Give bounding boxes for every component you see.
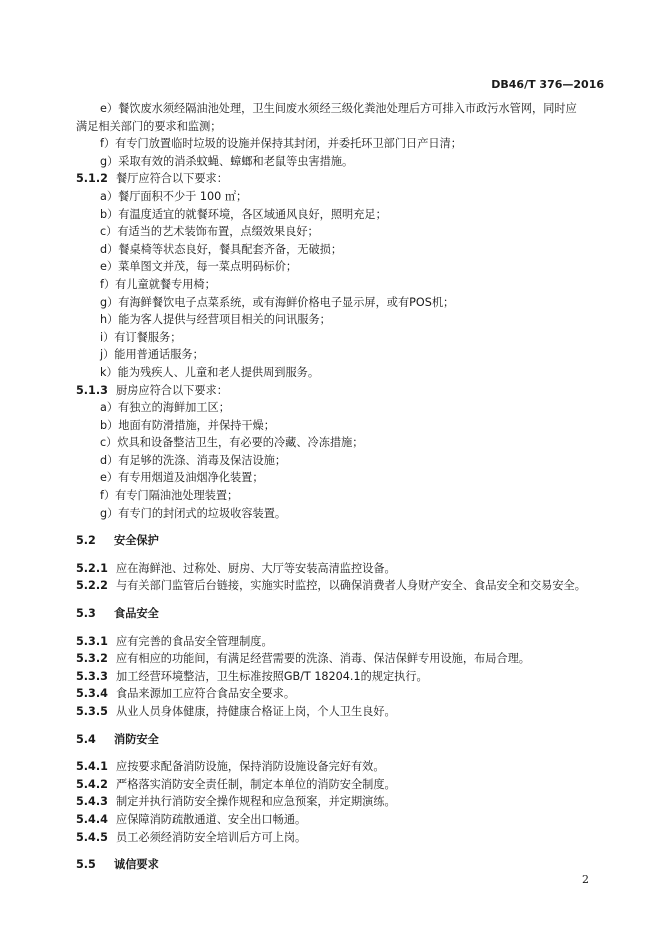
clause-line (76, 577, 596, 595)
list-item: d）有足够的洗涤、消毒及保洁设施； (100, 453, 287, 467)
clause-line (76, 650, 596, 668)
clause-line (76, 685, 596, 703)
list-item: b）地面有防滑措施，并保持干燥； (100, 418, 275, 432)
spacer (76, 522, 596, 532)
clause-text: 餐厅应符合以下要求： (116, 172, 228, 186)
section-heading (76, 731, 596, 749)
spacer (76, 550, 596, 560)
clause-number: 5.2.1 (76, 561, 108, 575)
list-item: c）炊具和设备整洁卫生，有必要的冷藏、冷冻措施； (100, 436, 364, 450)
list-item: a）有独立的海鲜加工区； (100, 401, 230, 415)
clause-text: 应按要求配备消防设施，保持消防设施设备完好有效。 (116, 760, 385, 774)
clause-number: 5.4.4 (76, 812, 108, 826)
spacer (76, 748, 596, 758)
spacer (76, 595, 596, 605)
list-item: e）餐饮废水须经隔油池处理，卫生间废水须经三级化粪池处理后方可排入市政污水管网，同时应 (100, 102, 577, 115)
clause-line (76, 170, 596, 188)
clause-number: 5.3.3 (76, 669, 108, 683)
section-heading (76, 856, 596, 874)
clause-number: 5.4.1 (76, 760, 108, 774)
list-item: e）有专用烟道及油烟净化装置； (100, 471, 264, 485)
clause-line (76, 829, 596, 847)
section-number: 5.3 (76, 607, 96, 621)
clause-text: 员工必须经消防安全培训后方可上岗。 (116, 830, 307, 844)
section-heading (76, 532, 596, 550)
clause-line (76, 703, 596, 721)
clause-text: 厨房应符合以下要求： (116, 383, 228, 397)
spacer (76, 623, 596, 633)
clause-text: 严格落实消防安全责任制，制定本单位的消防安全制度。 (116, 777, 396, 791)
clause-number: 5.3.4 (76, 687, 108, 701)
list-item: b）有温度适宜的就餐环境，各区域通风良好，照明充足； (100, 207, 387, 221)
list-item: g）有专门的封闭式的垃圾收容装置。 (100, 506, 287, 520)
spacer (76, 846, 596, 856)
clause-number: 5.3.2 (76, 652, 108, 666)
section-title: 安全保护 (114, 534, 159, 548)
clause-text: 从业人员身体健康，持健康合格证上岗，个人卫生良好。 (116, 705, 396, 718)
section-number: 5.4 (76, 732, 96, 746)
list-item: j）能用普通话服务； (100, 348, 204, 362)
list-item: k）能为残疾人、儿童和老人提供周到服务。 (100, 365, 320, 379)
document-body (76, 100, 596, 874)
list-item: f）有儿童就餐专用椅； (100, 277, 216, 291)
clause-text: 应有相应的功能间，有满足经营需要的洗涤、消毒、保洁保鲜专用设施，布局合理。 (116, 652, 530, 666)
clause-text: 制定并执行消防安全操作规程和应急预案，并定期演练。 (116, 795, 396, 809)
clause-number: 5.4.2 (76, 777, 108, 791)
continuation-line: 满足相关部门的要求和监测； (76, 119, 222, 133)
clause-number: 5.2.2 (76, 579, 108, 593)
spacer (76, 721, 596, 731)
list-item: f）有专门放置临时垃圾的设施并保持其封闭，并委托环卫部门日产日清； (100, 137, 462, 151)
clause-line (76, 560, 596, 578)
section-title: 诚信要求 (114, 858, 159, 872)
clause-text: 应保障消防疏散通道、安全出口畅通。 (116, 812, 307, 826)
clause-number: 5.1.2 (76, 172, 108, 186)
clause-number: 5.4.5 (76, 830, 108, 844)
list-item: e）菜单图文并茂，每一菜点明码标价； (100, 260, 298, 274)
clause-line (76, 668, 596, 686)
clause-number: 5.3.1 (76, 634, 108, 648)
clause-line (76, 382, 596, 400)
list-item: g）采取有效的消杀蚊蝇、蟑螂和老鼠等虫害措施。 (100, 154, 354, 168)
clause-text: 与有关部门监管后台链接，实施实时监控，以确保消费者人身财产安全、食品安全和交易安全。 (116, 579, 586, 593)
clause-text: 食品来源加工应符合食品安全要求。 (116, 687, 296, 701)
clause-line (76, 776, 596, 794)
page-number: 2 (582, 873, 589, 886)
section-number: 5.5 (76, 858, 96, 872)
list-item: f）有专门隔油池处理装置； (100, 489, 239, 503)
clause-text: 应在海鲜池、过称处、厨房、大厅等安装高清监控设备。 (116, 561, 396, 575)
clause-line (76, 758, 596, 776)
list-item: c）有适当的艺术装饰布置，点缀效果良好； (100, 225, 319, 239)
clause-line (76, 633, 596, 651)
document-code: DB46/T 376—2016 (491, 78, 604, 91)
clause-line (76, 793, 596, 811)
clause-number: 5.3.5 (76, 705, 108, 718)
list-item: a）餐厅面积不少于 100 ㎡； (100, 189, 248, 203)
list-item: d）餐桌椅等状态良好，餐具配套齐备，无破损； (100, 242, 343, 256)
clause-number: 5.4.3 (76, 795, 108, 809)
clause-text: 加工经营环境整洁，卫生标准按照GB/T 18204.1的规定执行。 (116, 669, 428, 683)
clause-line (76, 811, 596, 829)
list-item: h）能为客人提供与经营项目相关的问讯服务； (100, 313, 331, 327)
clause-number: 5.1.3 (76, 383, 108, 397)
section-title: 消防安全 (114, 732, 159, 746)
list-item: g）有海鲜餐饮电子点菜系统，或有海鲜价格电子显示屏，或有POS机； (100, 295, 455, 309)
section-heading (76, 605, 596, 623)
list-item: i）有订餐服务； (100, 330, 182, 344)
section-title: 食品安全 (114, 607, 159, 621)
section-number: 5.2 (76, 534, 96, 548)
clause-text: 应有完善的食品安全管理制度。 (116, 634, 273, 648)
